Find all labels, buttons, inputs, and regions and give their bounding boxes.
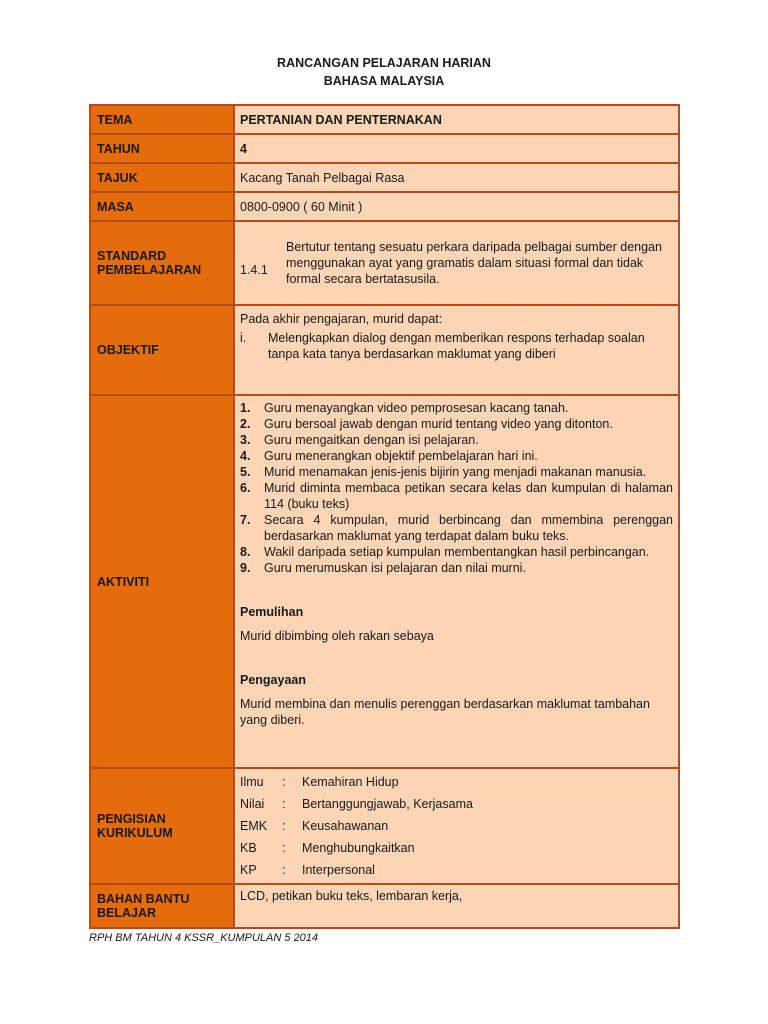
pengisian-colon: :	[282, 797, 286, 811]
objektif-item	[240, 330, 673, 362]
value-aktiviti	[234, 395, 679, 768]
label-tema: TEMA	[90, 105, 234, 134]
aktiviti-item-text: Guru menerangkan objektif pembelajaran hari ini.	[264, 449, 538, 463]
pengayaan-title: Pengayaan	[240, 673, 307, 687]
pengisian-value: Bertanggungjawab, Kerjasama	[302, 797, 473, 811]
aktiviti-item-number: 2.	[240, 417, 251, 431]
objektif-item-text: Melengkapkan dialog dengan memberikan respons terhadap soalan tanpa kata tanya berdasarkan maklumat yang diberi	[268, 331, 645, 361]
row-pengisian	[90, 768, 679, 884]
lesson-plan-table	[89, 104, 680, 929]
pengisian-item	[240, 859, 673, 881]
value-tema: PERTANIAN DAN PENTERNAKAN	[234, 105, 679, 134]
row-aktiviti	[90, 395, 679, 768]
value-masa: 0800-0900 ( 60 Minit )	[234, 192, 679, 221]
value-objektif	[234, 305, 679, 395]
aktiviti-item	[240, 416, 673, 432]
label-standard	[90, 221, 234, 305]
aktiviti-item-number: 6.	[240, 481, 251, 495]
pengisian-item	[240, 793, 673, 815]
label-standard-line2: PEMBELAJARAN	[97, 263, 202, 277]
row-standard	[90, 221, 679, 305]
value-tajuk: Kacang Tanah Pelbagai Rasa	[234, 163, 679, 192]
label-bahan-line1: BAHAN BANTU	[97, 892, 190, 906]
pemulihan-title: Pemulihan	[240, 605, 304, 619]
row-masa	[90, 192, 679, 221]
aktiviti-item-number: 9.	[240, 561, 251, 575]
footer-text: RPH BM TAHUN 4 KSSR_KUMPULAN 5 2014	[89, 932, 319, 944]
aktiviti-item	[240, 432, 673, 448]
aktiviti-item-number: 7.	[240, 513, 251, 527]
label-bahan-line2: BELAJAR	[97, 906, 157, 920]
aktiviti-item-text: Murid menamakan jenis-jenis bijirin yang menjadi makanan manusia.	[264, 465, 647, 479]
aktiviti-item-number: 8.	[240, 545, 251, 559]
row-bahan	[90, 884, 679, 928]
aktiviti-item-text: Guru bersoal jawab dengan murid tentang video yang ditonton.	[264, 417, 613, 431]
aktiviti-item	[240, 464, 673, 480]
row-tahun	[90, 134, 679, 163]
pengisian-item	[240, 837, 673, 859]
aktiviti-item	[240, 512, 673, 544]
aktiviti-item	[240, 448, 673, 464]
pengayaan-text: Murid membina dan menulis perenggan berdasarkan maklumat tambahan yang diberi.	[240, 697, 650, 727]
standard-text: Bertutur tentang sesuatu perkara daripada pelbagai sumber dengan menggunakan ayat yang gramatis dalam situasi formal dan tidak formal secara bertatasusila.	[286, 240, 662, 286]
label-pengisian	[90, 768, 234, 884]
pengisian-colon: :	[282, 863, 286, 877]
aktiviti-item	[240, 400, 673, 416]
row-tajuk	[90, 163, 679, 192]
label-aktiviti: AKTIVITI	[90, 395, 234, 768]
value-pengisian	[234, 768, 679, 884]
value-bahan: LCD, petikan buku teks, lembaran kerja,	[234, 884, 679, 928]
aktiviti-item-text: Murid diminta membaca petikan secara kelas dan kumpulan di halaman 114 (buku teks)	[264, 481, 673, 511]
aktiviti-item-number: 4.	[240, 449, 251, 463]
pengisian-colon: :	[282, 819, 286, 833]
aktiviti-item-number: 1.	[240, 401, 251, 415]
pengisian-key: EMK	[240, 819, 268, 833]
pengisian-key: Ilmu	[240, 775, 264, 789]
label-standard-line1: STANDARD	[97, 249, 167, 263]
standard-code: 1.4.1	[240, 263, 268, 277]
value-tahun: 4	[234, 134, 679, 163]
label-bahan	[90, 884, 234, 928]
pengisian-colon: :	[282, 775, 286, 789]
aktiviti-item-text: Guru merumuskan isi pelajaran dan nilai murni.	[264, 561, 526, 575]
aktiviti-item-number: 5.	[240, 465, 251, 479]
label-masa: MASA	[90, 192, 234, 221]
label-objektif: OBJEKTIF	[90, 305, 234, 395]
row-tema	[90, 105, 679, 134]
pengisian-value: Kemahiran Hidup	[302, 775, 399, 789]
aktiviti-item-text: Guru mengaitkan dengan isi pelajaran.	[264, 433, 479, 447]
document-title: RANCANGAN PELAJARAN HARIAN	[277, 56, 491, 70]
aktiviti-item	[240, 544, 673, 560]
pengisian-key: Nilai	[240, 797, 265, 811]
aktiviti-item-text: Wakil daripada setiap kumpulan membentangkan hasil perbincangan.	[264, 545, 650, 559]
aktiviti-item	[240, 480, 673, 512]
value-standard	[234, 221, 679, 305]
objektif-intro: Pada akhir pengajaran, murid dapat:	[240, 312, 443, 326]
objektif-item-number: i.	[240, 331, 247, 345]
label-tajuk: TAJUK	[90, 163, 234, 192]
aktiviti-list	[240, 400, 673, 576]
label-pengisian-line2: KURIKULUM	[97, 826, 173, 840]
pengisian-key: KP	[240, 863, 257, 877]
aktiviti-item-text: Guru menayangkan video pemprosesan kacang tanah.	[264, 401, 569, 415]
aktiviti-item	[240, 560, 673, 576]
pengisian-value: Keusahawanan	[302, 819, 389, 833]
pengisian-value: Menghubungkaitkan	[302, 841, 415, 855]
pengisian-colon: :	[282, 841, 286, 855]
pengisian-key: KB	[240, 841, 257, 855]
pemulihan-text: Murid dibimbing oleh rakan sebaya	[240, 629, 434, 643]
pengisian-value: Interpersonal	[302, 863, 375, 877]
pengisian-item	[240, 815, 673, 837]
row-objektif	[90, 305, 679, 395]
aktiviti-item-number: 3.	[240, 433, 251, 447]
pengisian-item	[240, 771, 673, 793]
aktiviti-item-text: Secara 4 kumpulan, murid berbincang dan mmembina perenggan berdasarkan maklumat yang terdapat dalam buku teks.	[264, 513, 673, 543]
document-subtitle: BAHASA MALAYSIA	[323, 74, 445, 88]
label-pengisian-line1: PENGISIAN	[97, 812, 166, 826]
label-tahun: TAHUN	[90, 134, 234, 163]
